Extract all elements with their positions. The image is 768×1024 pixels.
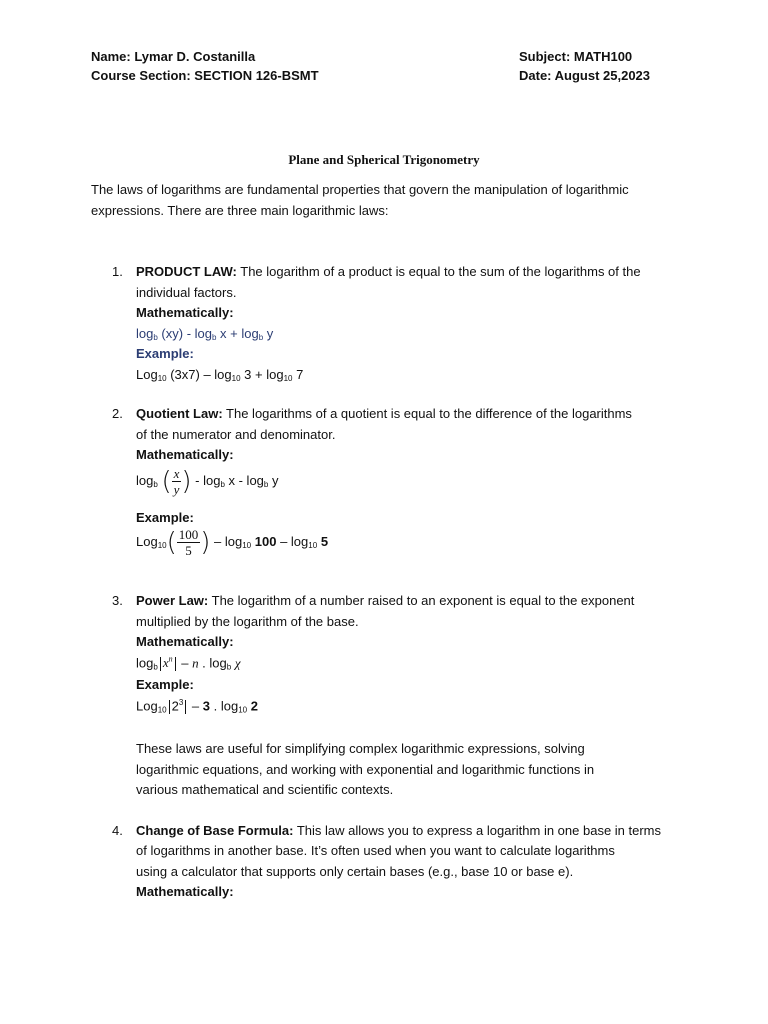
law-1-desc: The logarithm of a product is equal to the sum of the logarithms of the <box>236 264 641 279</box>
law-2-example-label: Example: <box>136 510 194 525</box>
law-3-formula: $\log_b x^n$ – n . $\log_b \chi$ <box>136 655 241 672</box>
law-1-name: PRODUCT LAW: <box>136 264 237 279</box>
intro-line-1: The laws of logarithms are fundamental properties that govern the manipulation of logarithmic <box>91 182 629 197</box>
law-3-name: Power Law: <box>136 593 209 608</box>
law-3-example-label: Example: <box>136 677 194 692</box>
law-2-line-2: of the numerator and denominator. <box>136 427 336 442</box>
law-3-math-label: Mathematically: <box>136 634 234 649</box>
law-1-math-label: Mathematically: <box>136 305 234 320</box>
law-2-name: Quotient Law: <box>136 406 223 421</box>
summary-line-2: logarithmic equations, and working with exponential and logarithmic functions in <box>136 762 595 777</box>
law-2-formula: $\log_b$ ( $\frac{x}{y}$ ) - $\log_b x - \log_b y$ <box>136 466 279 497</box>
document-title: Plane and Spherical Trigonometry <box>288 152 480 167</box>
law-3-number: 3. <box>112 593 123 608</box>
example-denominator: 5 <box>185 543 192 558</box>
frac-denominator: y <box>173 482 180 497</box>
subject: Subject: MATH100 <box>519 49 633 64</box>
law-2-desc: The logarithms of a quotient is equal to the difference of the logarithms <box>222 406 632 421</box>
course-section: Course Section: SECTION 126-BSMT <box>91 68 319 83</box>
law-3-desc: The logarithm of a number raised to an exponent is equal to the exponent <box>208 593 635 608</box>
law-1-example: Log$_{10}$ $(3x7) - \log_{10} 3 + \log_{10} 7$ <box>136 367 304 383</box>
law-1-example-label: Example: <box>136 346 194 361</box>
date: Date: August 25,2023 <box>519 68 651 83</box>
law-2-line-1 <box>136 406 632 421</box>
law-2-example: Log$_{10}$( $\frac{100}{5}$ ) – $\log_{10} 100 - \log_{10} 5$ <box>136 527 329 558</box>
law-4-name: Change of Base Formula: <box>136 823 294 838</box>
law-2-number: 2. <box>112 406 123 421</box>
law-1-formula: $\log_b (xy) - \log_b x + \log_b y$ <box>136 326 274 342</box>
law-4-line-2: of logarithms in another base. It’s often used when you want to calculate logarithms <box>136 843 615 858</box>
intro-line-2: expressions. There are three main logarithmic laws: <box>91 203 389 218</box>
law-4-math-label: Mathematically: <box>136 884 234 899</box>
law-3-line-2: multiplied by the logarithm of the base. <box>136 614 359 629</box>
law-1-line-1 <box>136 264 641 279</box>
law-3-line-1 <box>136 593 634 608</box>
law-4-number: 4. <box>112 823 123 838</box>
summary-line-1: These laws are useful for simplifying complex logarithmic expressions, solving <box>136 741 585 756</box>
summary-line-3: various mathematical and scientific contexts. <box>136 782 394 797</box>
law-1-line-2: individual factors. <box>136 285 237 300</box>
student-name: Name: Lymar D. Costanilla <box>91 49 256 64</box>
law-4-line-3: using a calculator that supports only certain bases (e.g., base 10 or base e). <box>136 864 574 879</box>
law-4-desc: This law allows you to express a logarithm in one base in terms <box>293 823 662 838</box>
law-2-math-label: Mathematically: <box>136 447 234 462</box>
law-4-line-1 <box>136 823 661 838</box>
example-numerator: 100 <box>178 527 199 542</box>
law-1-number: 1. <box>112 264 123 279</box>
law-3-example: Log$_{10}$ $2^3 - 3$ . $\log_{10} 2$ <box>136 698 258 715</box>
frac-numerator: x <box>173 466 180 481</box>
